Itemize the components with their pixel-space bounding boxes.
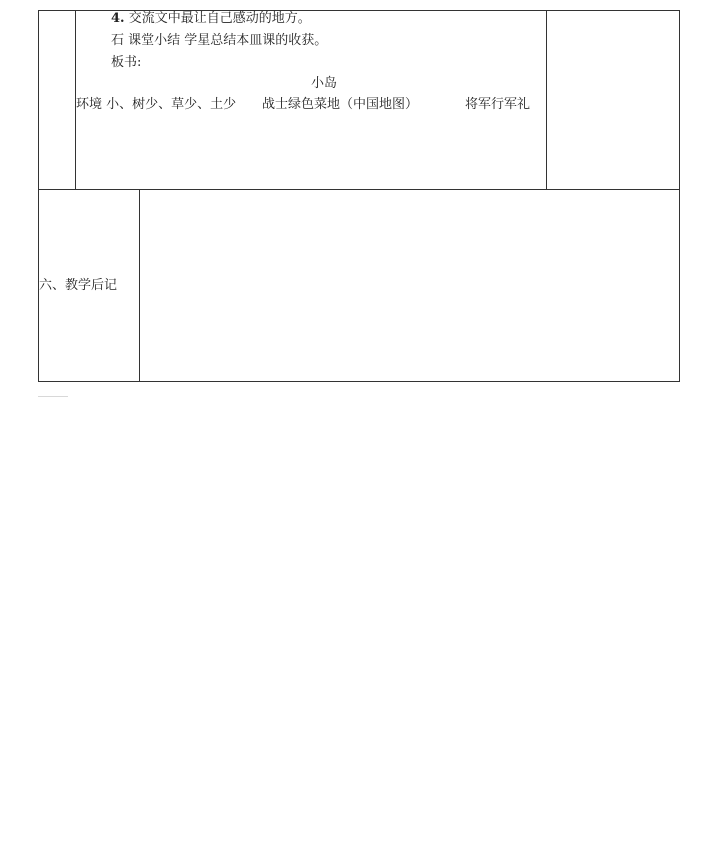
table-right-border: [679, 10, 680, 382]
board-title: 小岛: [311, 76, 338, 91]
board-label: 板书:: [111, 55, 142, 70]
reflection-label-divider: [139, 189, 140, 382]
board-soldiers: 战士绿色菜地（中国地图）: [262, 97, 419, 112]
section-divider: [38, 189, 680, 190]
board-environment: 环境 小、树少、草少、土少: [76, 97, 237, 112]
board-salute: 将军行军礼: [465, 97, 531, 112]
step-4-number: 4.: [111, 11, 125, 26]
step-4-line: [111, 11, 311, 27]
upper-table-inner-right-border: [546, 10, 547, 190]
step-4-text: 交流文中最让自己感动的地方。: [128, 11, 311, 26]
reflection-label: 六、教学后记: [39, 278, 118, 293]
step-5-line: 石 课堂小结 学星总结本皿课的收获。: [111, 33, 328, 48]
upper-table-left-border: [38, 10, 39, 382]
page-edge-mark: [38, 396, 68, 397]
table-bottom-border: [38, 381, 680, 382]
